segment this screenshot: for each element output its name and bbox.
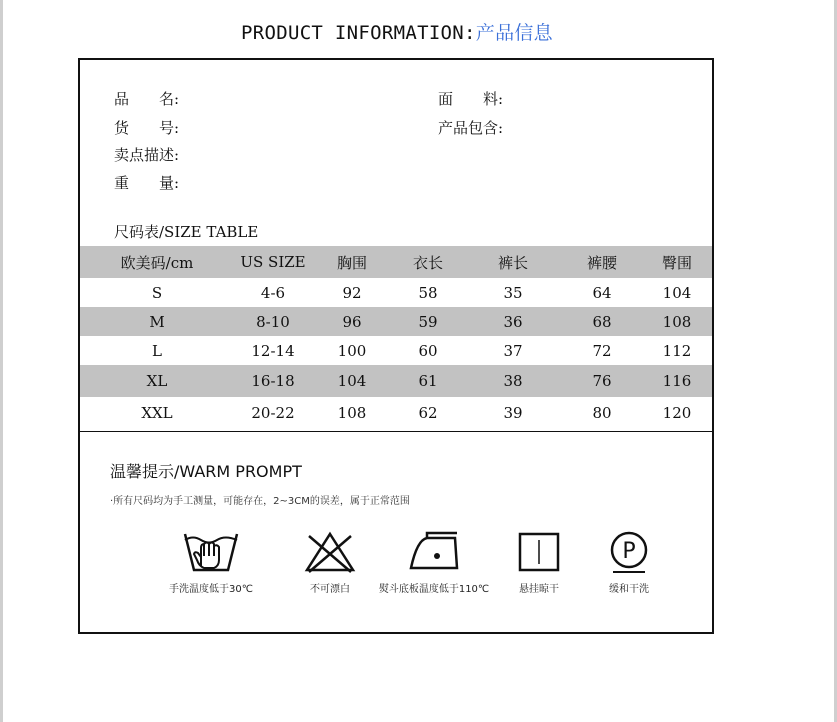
product-info-box (78, 58, 714, 634)
table-cell: 62 (418, 404, 438, 422)
care-label: 不可漂白 (310, 584, 350, 595)
table-cell: 20-22 (251, 404, 295, 422)
field-item-no: 货 号: (114, 119, 180, 137)
svg-text:P: P (622, 539, 636, 564)
no-bleach-icon (303, 530, 357, 574)
table-cell: 104 (662, 283, 692, 302)
care-label: 缓和干洗 (609, 584, 649, 595)
table-cell: 80 (592, 404, 612, 422)
header-cell: 欧美码/cm (80, 246, 234, 278)
table-cell: L (152, 341, 162, 360)
header-cell: 衣长 (392, 246, 464, 278)
table-cell: S (151, 283, 163, 302)
header-cell: 裤腰 (562, 246, 642, 278)
table-row (80, 336, 712, 365)
table-cell: 59 (392, 307, 464, 336)
table-cell: XXL (141, 404, 173, 422)
care-label: 手洗温度低于30℃ (169, 584, 253, 595)
warm-prompt-title: 温馨提示/WARM PROMPT (110, 462, 302, 481)
table-cell: 37 (503, 341, 523, 360)
hand-wash-icon (182, 530, 240, 574)
table-cell: 61 (392, 365, 464, 397)
header-cell: 胸围 (312, 246, 392, 278)
field-material: 面 料: (438, 90, 504, 108)
hang-dry-icon (517, 530, 561, 574)
section-divider (80, 431, 712, 432)
table-cell: 64 (592, 283, 612, 302)
iron-icon (407, 530, 461, 574)
table-cell: 36 (464, 307, 562, 336)
table-cell: 60 (418, 341, 438, 360)
table-header-row (80, 246, 712, 278)
left-edge (0, 0, 3, 722)
table-cell: 108 (337, 404, 367, 422)
table-cell: 116 (642, 365, 712, 397)
field-name: 品 名: (114, 90, 180, 108)
gentle-dry-clean-icon (607, 530, 651, 574)
header-cell: US SIZE (234, 246, 312, 278)
table-row (80, 365, 712, 397)
table-cell: 12-14 (251, 341, 295, 360)
table-cell: 104 (312, 365, 392, 397)
table-cell: 76 (562, 365, 642, 397)
warm-prompt-note: ·所有尺码均为手工测量，可能存在，2~3CM的误差，属于正常范围 (110, 496, 410, 507)
table-cell: XL (80, 365, 234, 397)
table-row (80, 278, 712, 307)
table-cell: 39 (503, 404, 523, 422)
table-cell: 120 (662, 404, 692, 422)
page-title (0, 18, 794, 45)
field-weight: 重 量: (114, 174, 180, 192)
table-cell: 4-6 (260, 283, 286, 302)
table-cell: 38 (464, 365, 562, 397)
table-cell: 68 (562, 307, 642, 336)
size-table-title: 尺码表/SIZE TABLE (114, 223, 259, 241)
table-row (80, 397, 712, 429)
header-cell: 臀围 (642, 246, 712, 278)
table-cell: 16-18 (234, 365, 312, 397)
size-table (80, 246, 712, 429)
table-cell: 92 (342, 283, 362, 302)
field-package: 产品包含: (438, 119, 504, 137)
table-cell: 72 (592, 341, 612, 360)
table-cell: 108 (642, 307, 712, 336)
table-cell: M (80, 307, 234, 336)
page-title-en: PRODUCT INFORMATION: (241, 22, 476, 44)
care-label: 熨斗底板温度低于110℃ (378, 584, 490, 595)
table-cell: 8-10 (234, 307, 312, 336)
table-row (80, 307, 712, 336)
page-title-zh: 产品信息 (475, 22, 553, 44)
table-cell: 100 (337, 341, 367, 360)
care-label: 悬挂晾干 (519, 584, 559, 595)
care-item-dry-clean (559, 530, 699, 595)
table-cell: 58 (418, 283, 438, 302)
field-selling-points: 卖点描述: (114, 146, 180, 164)
table-cell: 35 (503, 283, 523, 302)
header-cell: 裤长 (464, 246, 562, 278)
table-cell: 96 (312, 307, 392, 336)
table-cell: 112 (662, 341, 692, 360)
